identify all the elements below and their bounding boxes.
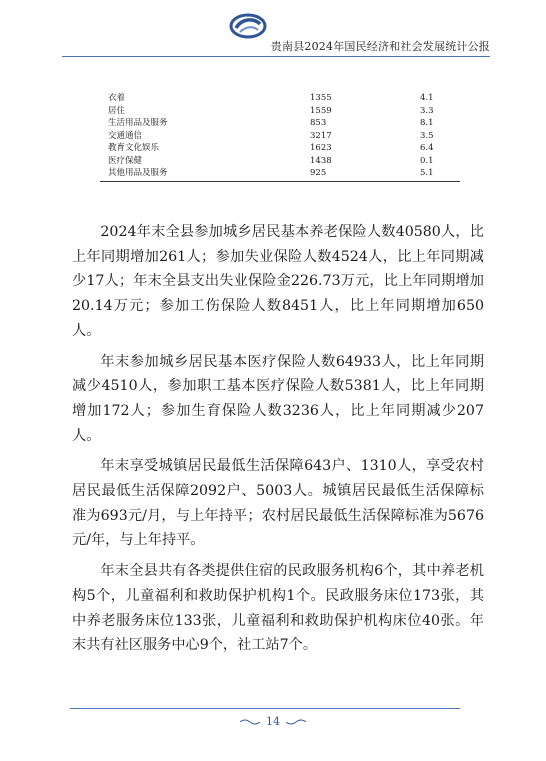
footer-rule bbox=[70, 708, 460, 709]
row-growth: 5.1 bbox=[420, 168, 434, 178]
paragraph-medical-insurance: 年末参加城乡居民基本医疗保险人数64933人，比上年同期减少4510人，参加职工基本医疗保险人数5381人，比上年同期增加172人；参加生育保险人数3236人，比上年同期减少207人。 bbox=[72, 353, 484, 444]
row-value: 1559 bbox=[310, 105, 332, 116]
table-row bbox=[100, 117, 460, 130]
row-label: 交通通信 bbox=[108, 130, 143, 141]
header-rule bbox=[62, 56, 490, 57]
table-bottom-rule bbox=[100, 181, 460, 182]
table-row bbox=[100, 105, 460, 118]
row-growth: 0.1 bbox=[420, 155, 434, 166]
table-row bbox=[100, 92, 460, 105]
document-body bbox=[72, 220, 484, 664]
row-growth: 4.1 bbox=[420, 93, 434, 103]
table-row bbox=[100, 167, 460, 180]
table-row bbox=[100, 155, 460, 168]
row-growth: 6.4 bbox=[420, 143, 434, 153]
paragraph-minimum-living-allowance: 年末享受城镇居民最低生活保障643户、1310人，享受农村居民最低生活保障2092户、5003人。城镇居民最低生活保障标准为693元/月，与上年持平；农村居民最低生活保障标准为5676元/年，与上年持平。 bbox=[72, 458, 484, 549]
paragraph-pension-insurance: 2024年末全县参加城乡居民基本养老保险人数40580人，比上年同期增加261人；参加失业保险人数4524人，比上年同期减少17人；年末全县支出失业保险金226.73万元，比上年同期增加20.14万元；参加工伤保险人数8451人，比上年同期增加650人。 bbox=[72, 224, 484, 339]
row-label: 教育文化娱乐 bbox=[108, 143, 160, 153]
row-value: 1355 bbox=[310, 93, 332, 103]
row-label: 生活用品及服务 bbox=[108, 118, 168, 128]
row-label: 其他用品及服务 bbox=[108, 168, 168, 178]
table-row bbox=[100, 142, 460, 155]
left-ornament-icon bbox=[240, 718, 260, 726]
row-growth: 3.5 bbox=[420, 130, 434, 141]
row-growth: 3.3 bbox=[420, 105, 434, 116]
page-number-block bbox=[238, 712, 308, 732]
page-number: 14 bbox=[266, 715, 280, 728]
row-value: 1438 bbox=[310, 155, 332, 166]
paragraph-civil-service-institutions: 年末全县共有各类提供住宿的民政服务机构6个，其中养老机构5个，儿童福利和救助保护机构1个。民政服务床位173张，其中养老服务床位133张，儿童福利和救助保护机构床位40张。年末共有社区服务中心9个，社工站7个。 bbox=[72, 563, 484, 654]
table-row bbox=[100, 130, 460, 143]
row-growth: 8.1 bbox=[420, 118, 434, 128]
row-label: 医疗保健 bbox=[108, 155, 143, 166]
row-label: 居住 bbox=[108, 105, 126, 116]
right-ornament-icon bbox=[286, 718, 306, 726]
header-title: 贵南县2024年国民经济和社会发展统计公报 bbox=[270, 40, 490, 53]
bureau-logo-icon bbox=[228, 12, 268, 40]
row-value: 3217 bbox=[310, 130, 332, 141]
row-value: 925 bbox=[310, 168, 327, 178]
row-value: 853 bbox=[310, 118, 327, 128]
consumption-table bbox=[100, 92, 460, 182]
row-value: 1623 bbox=[310, 143, 332, 153]
row-label: 衣着 bbox=[108, 93, 126, 103]
